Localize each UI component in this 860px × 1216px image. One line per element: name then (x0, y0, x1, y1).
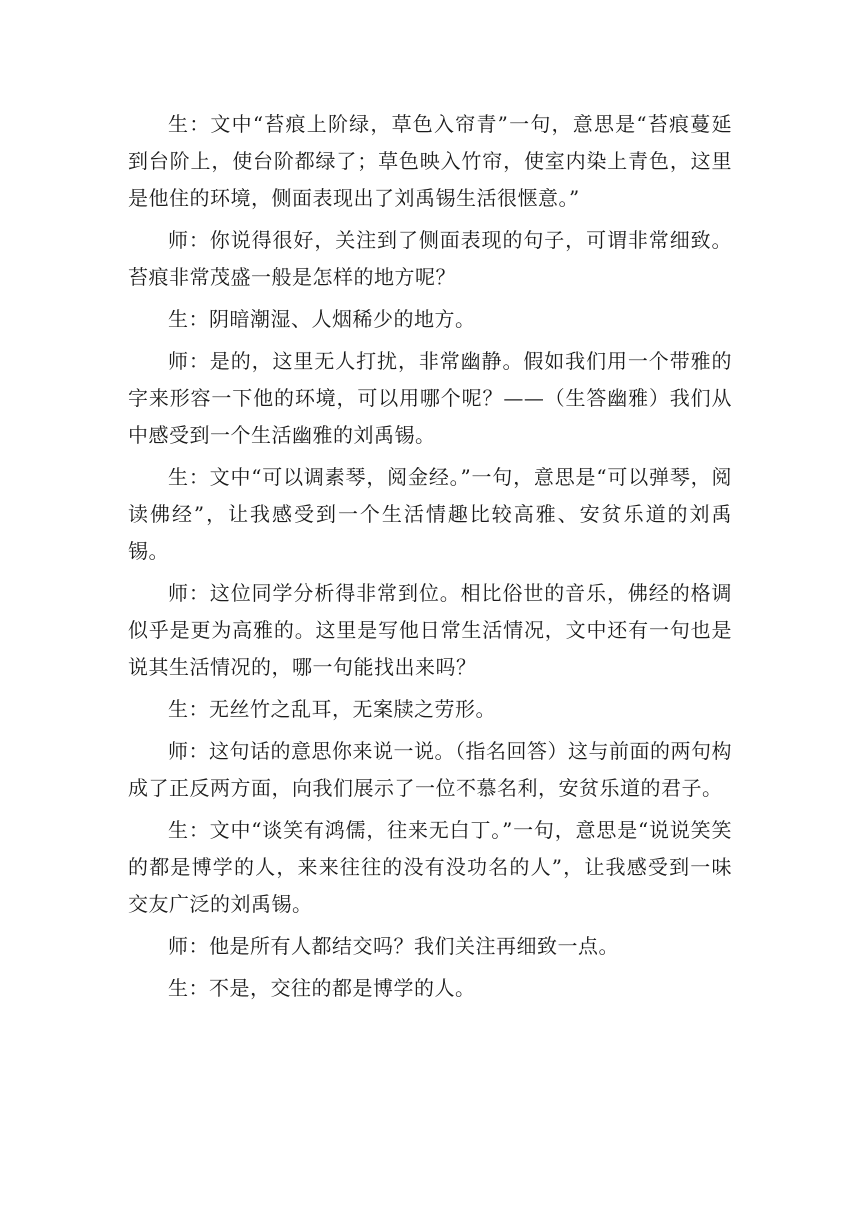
paragraph-student-4: 生：无丝竹之乱耳，无案牍之劳形。 (168, 697, 496, 721)
paragraph-teacher-4: 师：这句话的意思你来说一说。（指名回答）这与前面的两句构成了正反两方面，向我们展示了一位不慕名利，安贫乐道的君子。 (128, 739, 732, 800)
paragraph-student-5: 生：文中“谈笑有鸿儒，往来无白丁。”一句，意思是“说说笑笑的都是博学的人，来来往往的没有没功名的人”，让我感受到一味交友广泛的刘禹锡。 (128, 818, 732, 916)
paragraph-teacher-5: 师：他是所有人都结交吗？我们关注再细致一点。 (168, 934, 619, 958)
paragraph-teacher-1: 师：你说得很好，关注到了侧面表现的句子，可谓非常细致。苔痕非常茂盛一般是怎样的地方呢？ (128, 228, 732, 289)
paragraph-student-3: 生：文中“可以调素琴，阅金经。”一句，意思是“可以弹琴，阅读佛经”，让我感受到一个生活情趣比较高雅、安贫乐道的刘禹锡。 (128, 465, 732, 563)
paragraph-student-6: 生：不是，交往的都是博学的人。 (168, 976, 476, 1000)
paragraph-student-2: 生：阴暗潮湿、人烟稀少的地方。 (168, 307, 476, 331)
paragraph-student-1: 生：文中“苔痕上阶绿，草色入帘青”一句，意思是“苔痕蔓延到台阶上，使台阶都绿了；草色映入竹帘，使室内染上青色，这里是他住的环境，侧面表现出了刘禹锡生活很惬意。” (128, 112, 732, 210)
paragraph-teacher-2: 师：是的，这里无人打扰，非常幽静。假如我们用一个带雅的字来形容一下他的环境，可以用哪个呢？——（生答幽雅）我们从中感受到一个生活幽雅的刘禹锡。 (128, 349, 732, 447)
document-body (128, 106, 732, 1012)
paragraph-teacher-3: 师：这位同学分析得非常到位。相比俗世的音乐，佛经的格调似乎是更为高雅的。这里是写他日常生活情况，文中还有一句也是说其生活情况的，哪一句能找出来吗？ (128, 581, 732, 679)
